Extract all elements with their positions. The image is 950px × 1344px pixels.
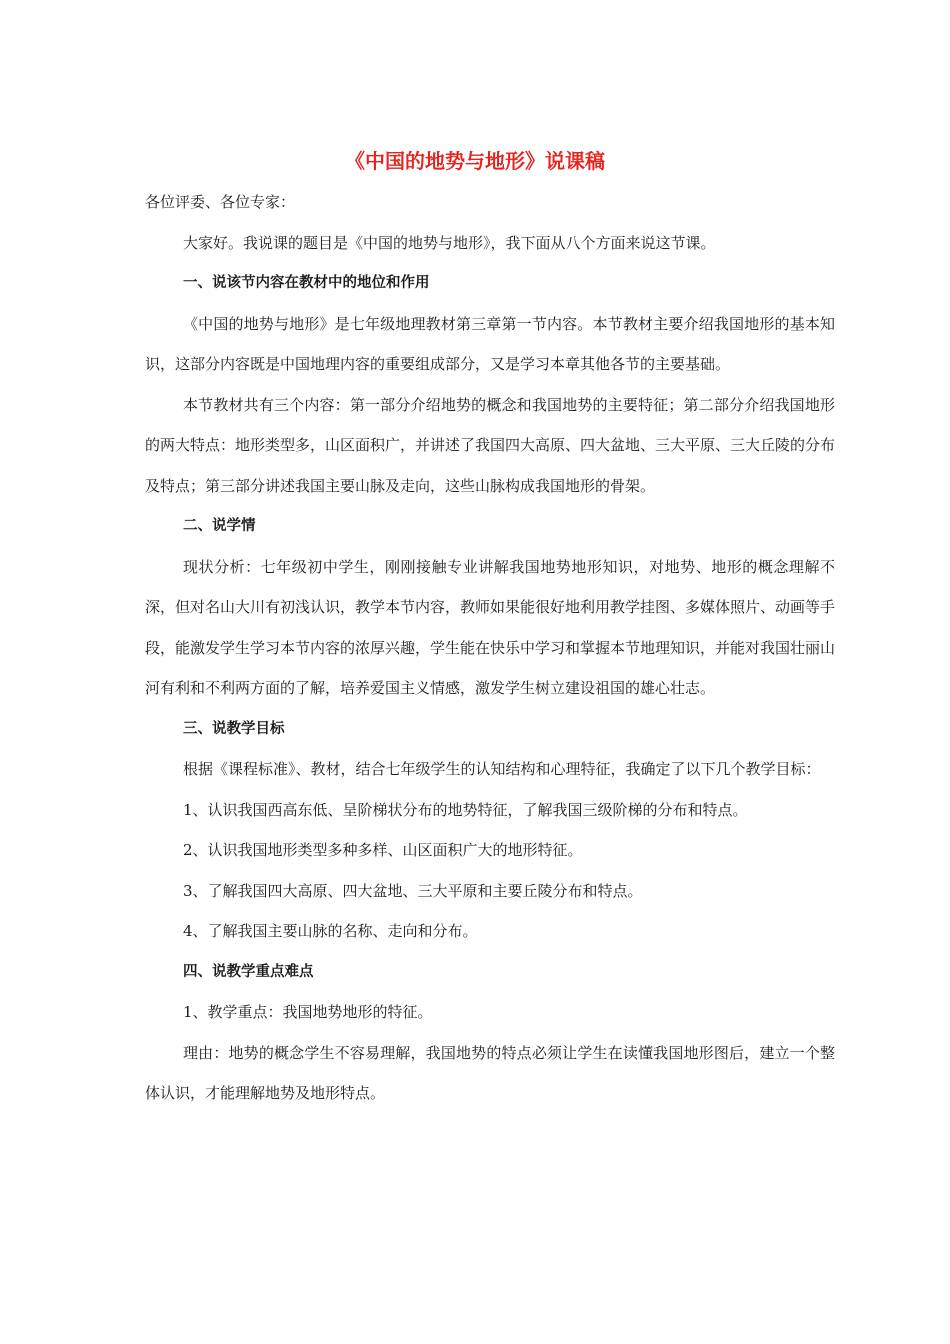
document-title: 《中国的地势与地形》说课稿 bbox=[345, 149, 605, 173]
objective-item-4: 4、了解我国主要山脉的名称、走向和分布。 bbox=[183, 922, 478, 940]
section-2-heading: 二、说学情 bbox=[183, 518, 256, 534]
objective-item-2: 2、认识我国地形类型多种多样、山区面积广大的地形特征。 bbox=[183, 841, 583, 859]
section-1-heading: 一、说该节内容在教材中的地位和作用 bbox=[183, 275, 430, 291]
key-point-item-1: 1、教学重点：我国地势地形的特征。 bbox=[183, 1003, 433, 1021]
section-3-paragraph-1: 根据《课程标准》、教材，结合七年级学生的认知结构和心理特征，我确定了以下几个教学目标： bbox=[183, 760, 821, 778]
section-3-heading: 三、说教学目标 bbox=[183, 720, 285, 737]
greeting: 各位评委、各位专家： bbox=[145, 193, 296, 211]
section-2-paragraph-1: 现状分析：七年级初中学生，刚刚接触专业讲解我国地势地形知识，对地势、地形的概念理解不深，但对名山大川有初浅认识，教学本节内容，教师如果能很好地利用教学挂图、多媒体照片、动画等手段，能激发学生学习本节内容的浓厚兴趣，学生能在快乐中学习和掌握本节地理知识，并能对我国壮丽山河有利和不利两方面的了解，培养爱国主义情感，激发学生树立建设祖国的雄心壮志。 bbox=[145, 557, 836, 697]
section-4-heading: 四、说教学重点难点 bbox=[183, 963, 314, 980]
section-1-paragraph-1: 《中国的地势与地形》是七年级地理教材第三章第一节内容。本节教材主要介绍我国地形的基本知识，这部分内容既是中国地理内容的重要组成部分，又是学习本章其他各节的主要基础。 bbox=[145, 314, 835, 373]
intro-paragraph: 大家好。我说课的题目是《中国的地势与地形》，我下面从八个方面来说这节课。 bbox=[183, 233, 716, 252]
key-point-reason: 理由：地势的概念学生不容易理解，我国地势的特点必须让学生在读懂我国地形图后，建立一个整体认识，才能理解地势及地形特点。 bbox=[145, 1043, 835, 1102]
objective-item-1: 1、认识我国西高东低、呈阶梯状分布的地势特征，了解我国三级阶梯的分布和特点。 bbox=[183, 800, 748, 819]
section-1-paragraph-2: 本节教材共有三个内容：第一部分介绍地势的概念和我国地势的主要特征；第二部分介绍我国地形的两大特点：地形类型多，山区面积广，并讲述了我国四大高原、四大盆地、三大平原、三大丘陵的分布及特点；第三部分讲述我国主要山脉及走向，这些山脉构成我国地形的骨架。 bbox=[145, 395, 836, 495]
document-body bbox=[145, 182, 835, 1114]
objective-item-3: 3、了解我国四大高原、四大盆地、三大平原和主要丘陵分布和特点。 bbox=[183, 881, 643, 900]
